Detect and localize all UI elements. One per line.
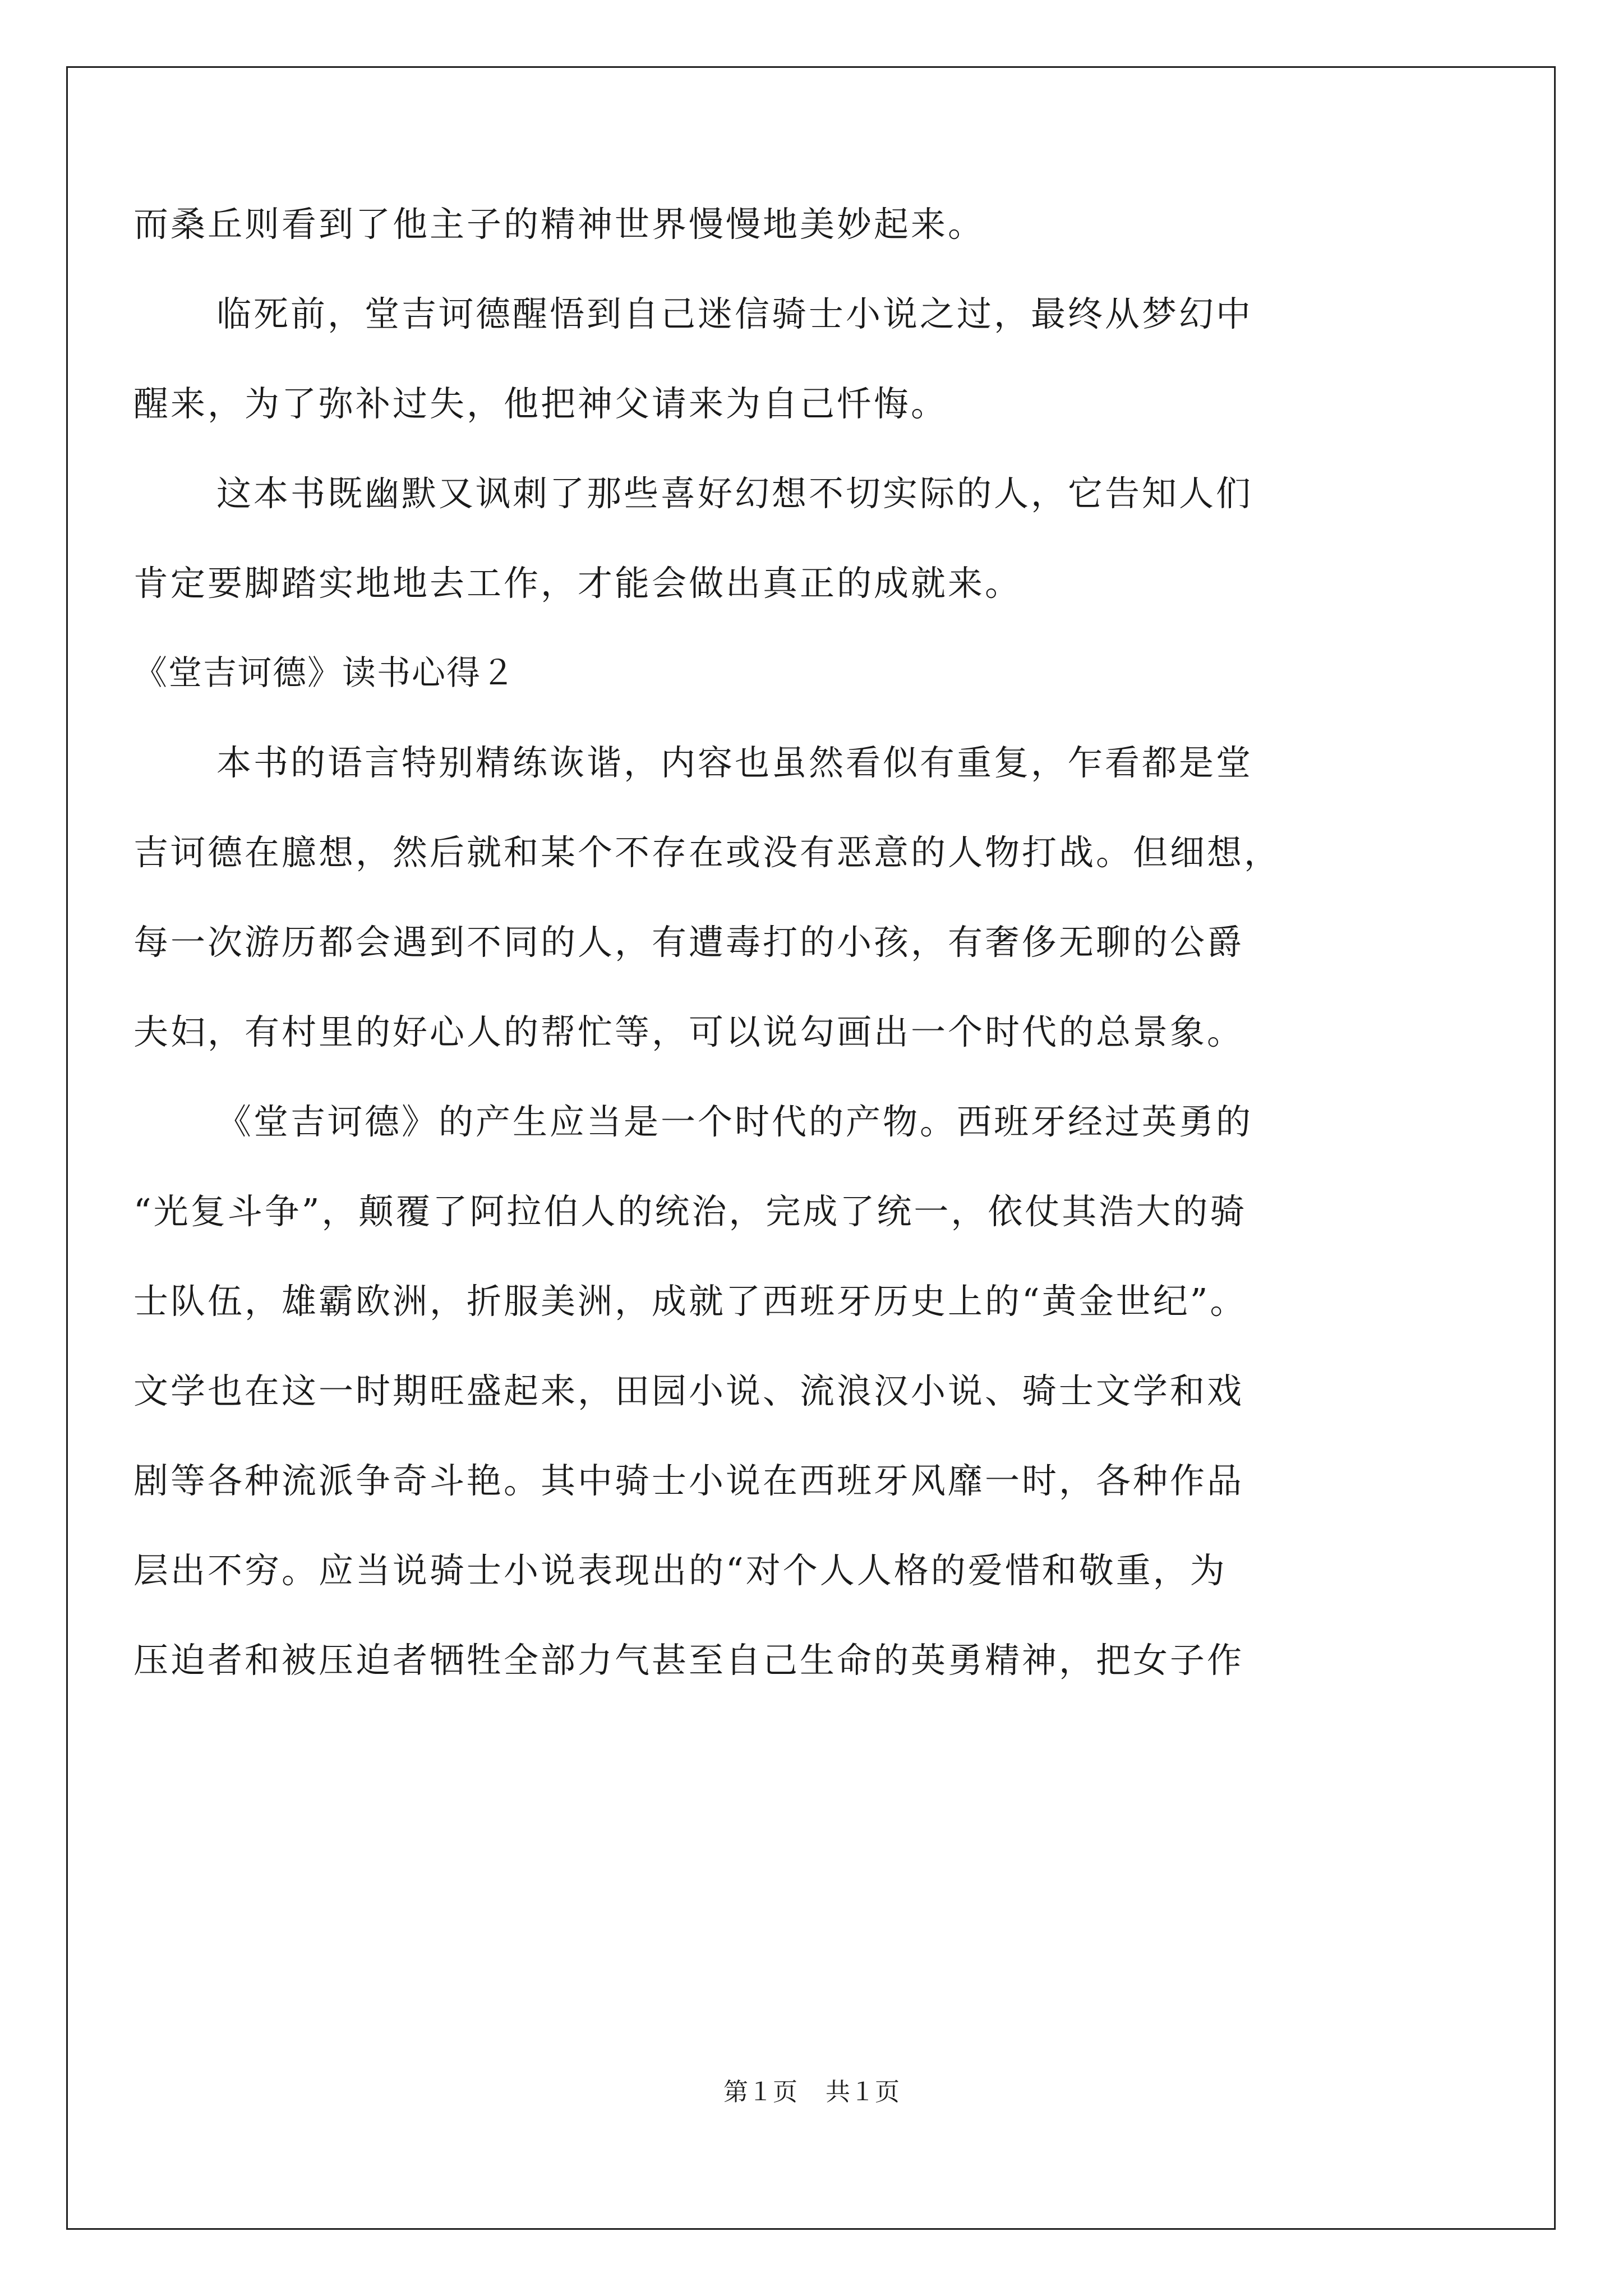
page-number-total: 共１页 — [826, 2078, 900, 2106]
body-line: 醒来，为了弥补过失，他把神父请来为自己忏悔。 — [133, 383, 948, 424]
body-line: 压迫者和被压迫者牺牲全部力气甚至自己生命的英勇精神，把女子作 — [133, 1640, 1244, 1681]
body-line: 夫妇，有村里的好心人的帮忙等，可以说勾画出一个时代的总景象。 — [133, 1011, 1244, 1052]
body-line: 临死前，堂吉诃德醒悟到自己迷信骑士小说之过，最终从梦幻中 — [216, 293, 1253, 334]
body-line: “光复斗争”，颠覆了阿拉伯人的统治，完成了统一，依仗其浩大的骑 — [133, 1191, 1247, 1232]
body-line: 层出不穷。应当说骑士小说表现出的“对个人人格的爱惜和敬重，为 — [133, 1550, 1227, 1591]
page-number-current: 第１页 — [723, 2078, 797, 2106]
page-footer — [0, 2076, 1623, 2109]
body-line: 文学也在这一时期旺盛起来，田园小说、流浪汉小说、骑士文学和戏 — [133, 1370, 1244, 1411]
body-line: 肯定要脚踏实地地去工作，才能会做出真正的成就来。 — [133, 563, 1022, 604]
body-line: 《堂吉诃德》的产生应当是一个时代的产物。西班牙经过英勇的 — [216, 1101, 1253, 1142]
section-heading: 《堂吉诃德》读书心得２ — [133, 654, 516, 693]
body-line: 本书的语言特别精练诙谐，内容也虽然看似有重复，乍看都是堂 — [216, 742, 1253, 783]
body-line: 士队伍，雄霸欧洲，折服美洲，成就了西班牙历史上的“黄金世纪”。 — [133, 1281, 1247, 1322]
body-line: 吉诃德在臆想，然后就和某个不存在或没有恶意的人物打战。但细想， — [133, 832, 1281, 873]
body-line: 剧等各种流派争奇斗艳。其中骑士小说在西班牙风靡一时，各种作品 — [133, 1460, 1244, 1501]
body-line: 每一次游历都会遇到不同的人，有遭毒打的小孩，有奢侈无聊的公爵 — [133, 922, 1244, 963]
body-line: 这本书既幽默又讽刺了那些喜好幻想不切实际的人，它告知人们 — [216, 473, 1253, 514]
body-line: 而桑丘则看到了他主子的精神世界慢慢地美妙起来。 — [133, 204, 985, 245]
